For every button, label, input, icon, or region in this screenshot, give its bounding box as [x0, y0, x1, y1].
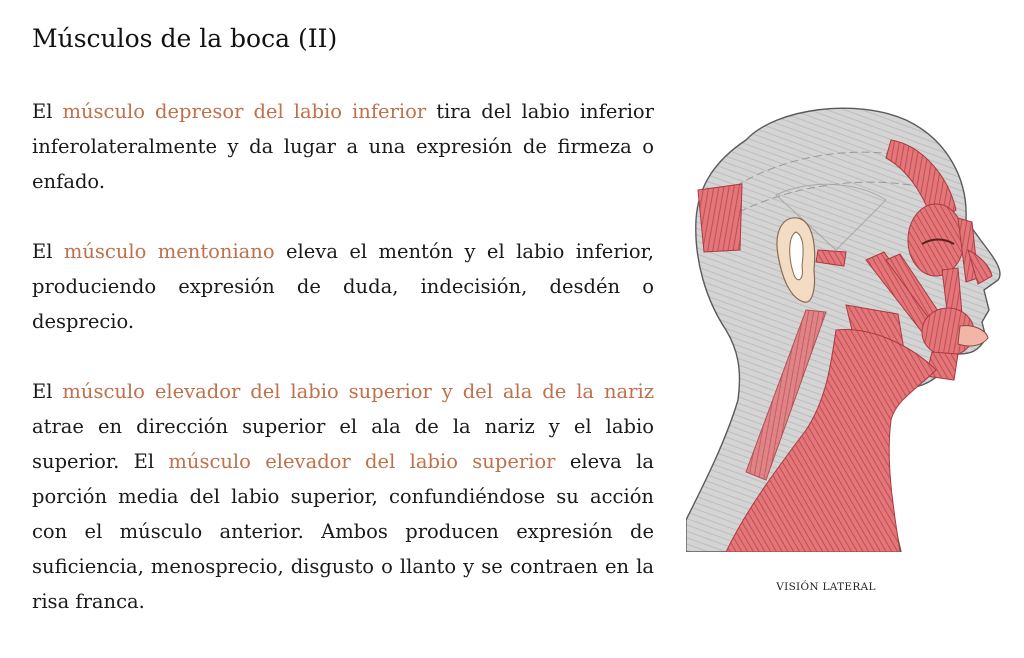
head-muscle-illustration — [686, 100, 1004, 552]
term-elevador-labio-superior: músculo elevador del labio superior — [168, 450, 556, 473]
p2-post: eleva el mentón y el labio inferior, produciendo expresión de duda, indecisión, desdén o desprecio. — [32, 240, 654, 333]
page-title: Músculos de la boca (II) — [32, 24, 338, 53]
p3-mid: atrae en dirección superior el ala de la nariz y el labio superior. El — [32, 415, 654, 473]
head-lateral-svg — [686, 100, 1004, 552]
term-depresor-labio-inferior: músculo depresor del labio inferior — [62, 100, 427, 123]
paragraph-depresor — [32, 94, 654, 199]
figure-caption: VISIÓN LATERAL — [776, 581, 876, 593]
occipitalis-muscle — [698, 184, 742, 252]
term-elevador-labio-ala-nariz: músculo elevador del labio superior y del ala de la nariz — [62, 380, 654, 403]
paragraph-mentoniano — [32, 234, 654, 339]
paragraph-elevador — [32, 374, 654, 619]
p3-pre: El — [32, 380, 63, 403]
p1-pre: El — [32, 100, 63, 123]
term-mentoniano: músculo mentoniano — [63, 240, 275, 263]
p3-post: eleva la porción media del labio superior, confundiéndose su acción con el músculo anterior. Ambos producen expresión de suficiencia, menosprecio, disgusto o llanto y se contraen en la risa franca. — [32, 450, 654, 613]
p2-pre: El — [32, 240, 64, 263]
p1-post: tira del labio inferior inferolateralmente y da lugar a una expresión de firmeza o enfado. — [32, 100, 654, 193]
text-column — [32, 94, 654, 654]
